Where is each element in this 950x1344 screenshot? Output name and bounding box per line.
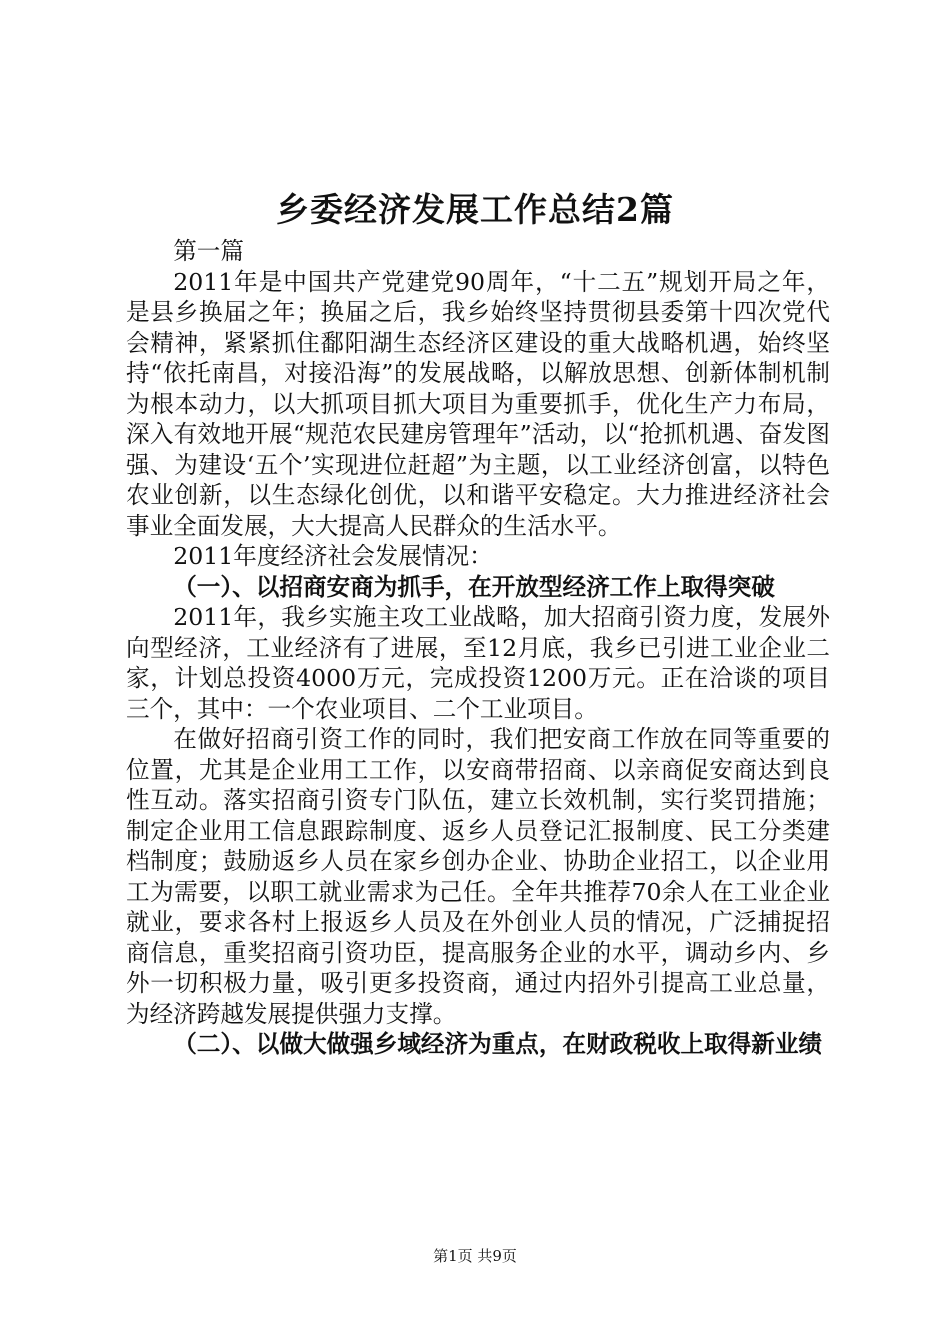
page-footer: 第1页 共9页: [433, 1247, 517, 1265]
section-label: 第一篇: [173, 237, 244, 265]
paragraph-intro: 2011年是中国共产党建党90周年，“十二五”规划开局之年，是县乡换届之年；换届之后，我乡始终坚持贯彻县委第十四次党代会精神，紧紧抓住鄱阳湖生态经济区建设的重大战略机遇，始终坚持“依托南昌，对接沿海”的发展战略，以解放思想、创新体制机制为根本动力，以大抓项目抓大项目为重要抓手，优化生产力布局，深入有效地开展“规范农民建房管理年”活动，以“抢抓机遇、奋发图强、为建设‘五个’实现进位赶超”为主题，以工业经济创富，以特色农业创新，以生态绿化创优，以和谐平安稳定。大力推进经济社会事业全面发展，大大提高人民群众的生活水平。: [126, 267, 830, 540]
paragraph-overview: 2011年度经济社会发展情况：: [173, 542, 493, 570]
paragraph-investment: 2011年，我乡实施主攻工业战略，加大招商引资力度，发展外向型经济，工业经济有了进展，至12月底，我乡已引进工业企业二家，计划总投资4000万元，完成投资1200万元。正在洽谈的项目三个，其中：一个农业项目、二个工业项目。: [126, 603, 830, 723]
document-body: [126, 236, 830, 1060]
heading-section-1: （一）、以招商安商为抓手，在开放型经济工作上取得突破: [173, 572, 775, 601]
document-title: 乡委经济发展工作总结2篇: [276, 190, 674, 229]
paragraph-business-service: 在做好招商引资工作的同时，我们把安商工作放在同等重要的位置，尤其是企业用工工作，以安商带招商、以亲商促安商达到良性互动。落实招商引资专门队伍，建立长效机制，实行奖罚措施；制定企业用工信息跟踪制度、返乡人员登记汇报制度、民工分类建档制度；鼓励返乡人员在家乡创办企业、协助企业招工，以企业用工为需要，以职工就业需求为己任。全年共推荐70余人在工业企业就业，要求各村上报返乡人员及在外创业人员的情况，广泛捕捉招商信息，重奖招商引资功臣，提高服务企业的水平，调动乡内、乡外一切积极力量，吸引更多投资商，通过内招外引提高工业总量，为经济跨越发展提供强力支撑。: [126, 725, 830, 1028]
heading-section-2: （二）、以做大做强乡域经济为重点，在财政税收上取得新业绩: [173, 1030, 823, 1058]
